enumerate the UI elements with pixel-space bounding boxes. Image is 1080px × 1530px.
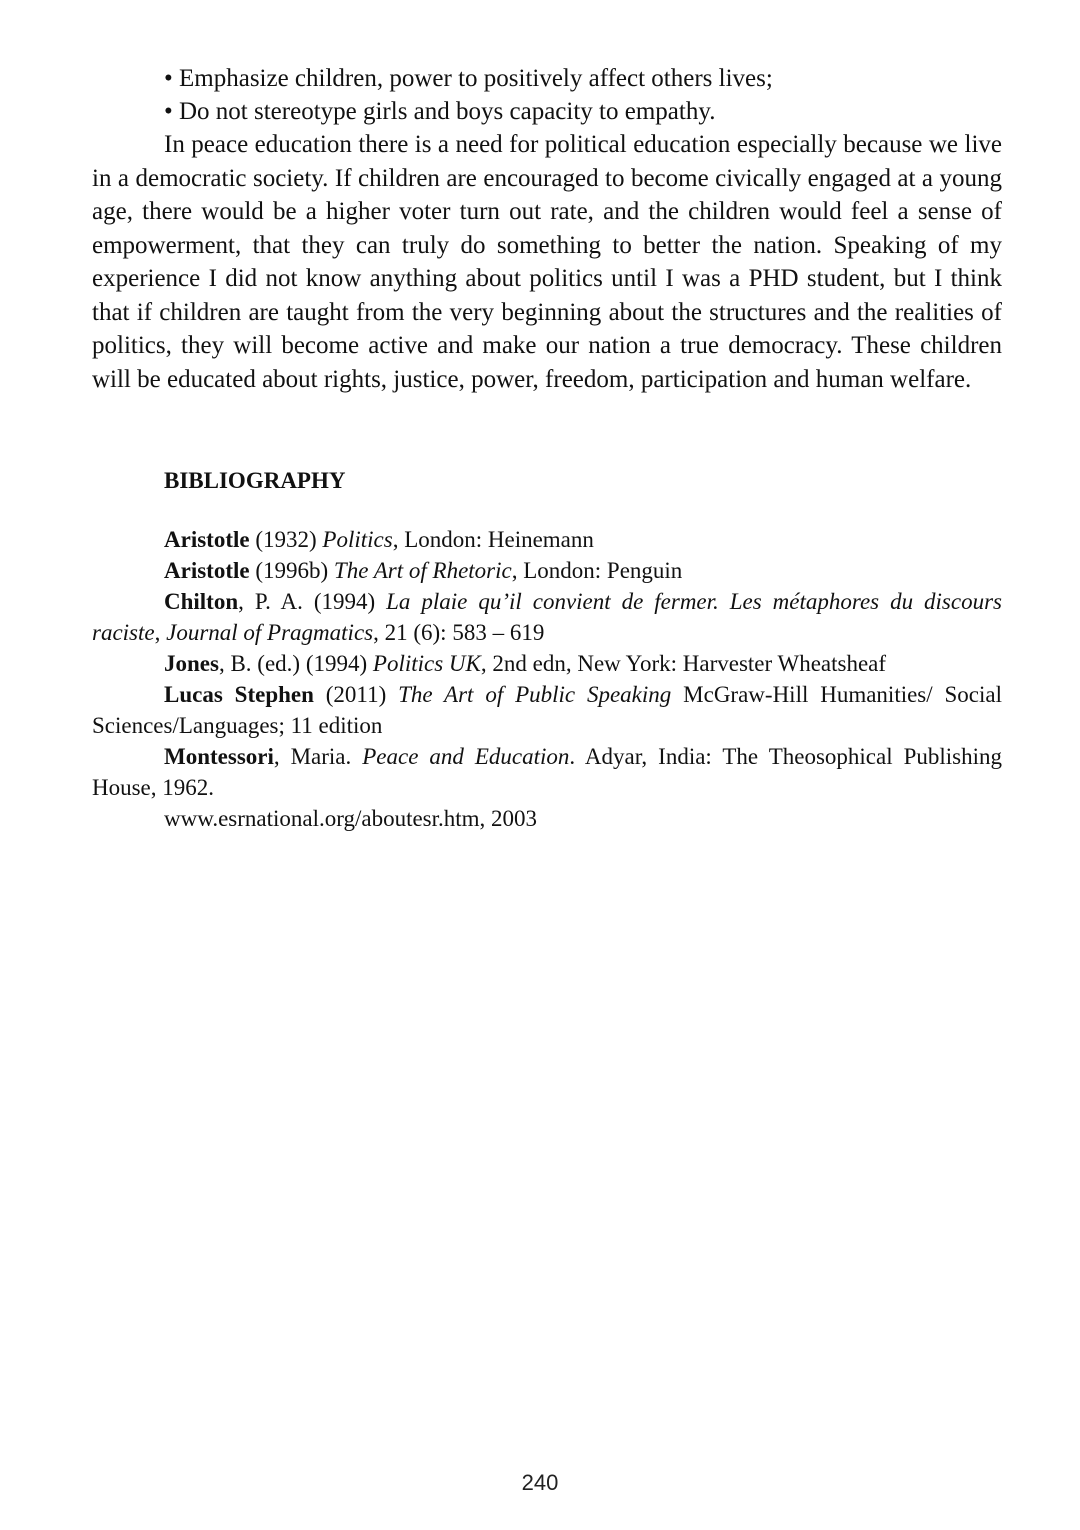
ref-title: The Art of Public Speaking (398, 682, 672, 707)
bullet-item: • Do not stereotype girls and boys capacity to empathy. (164, 98, 716, 125)
bibliography-list (92, 524, 1002, 834)
page-number: 240 (521, 1470, 559, 1495)
bullet-item: • Emphasize children, power to positively affect others lives; (164, 65, 773, 92)
bibliography-entry (92, 679, 1002, 741)
ref-details: , B. (ed.) (1994) (218, 651, 373, 676)
bibliography-heading: BIBLIOGRAPHY (164, 468, 346, 493)
ref-title: Politics UK (372, 651, 481, 676)
ref-url: www.esrnational.org/aboutesr.htm, 2003 (164, 806, 538, 831)
ref-title: Politics (322, 527, 393, 552)
bibliography-entry (92, 648, 1002, 679)
ref-author: Lucas Stephen (164, 682, 314, 707)
bibliography-entry (92, 586, 1002, 648)
ref-author: Aristotle (164, 558, 250, 583)
ref-title: The Art of Rhetoric (333, 558, 512, 583)
ref-title: La plaie qu’il convient de fermer. Les métaphores du discours raciste (92, 589, 1002, 645)
bibliography-entry (92, 803, 1002, 834)
ref-publisher: , London: Penguin (511, 558, 683, 583)
ref-author: Aristotle (164, 527, 250, 552)
page-content (92, 62, 1002, 834)
ref-publisher: , 21 (6): 583 – 619 (373, 620, 545, 645)
ref-journal: Journal of Pragmatics (166, 620, 374, 645)
body-paragraph: In peace education there is a need for political education especially because we live in a democratic society. If children are encouraged to become civically engaged at a young age, there would be a higher voter turn out rate, and the children would feel a sense of empowerment, that they can truly do something to better the nation. Speaking of my experience I did not know anything about politics until I was a PHD student, but I think that if children are taught from the very beginning about the structures and the realities of politics, they will become active and make our nation a true democracy. These children will be educated about rights, justice, power, freedom, participation and human welfare. (92, 131, 1002, 393)
ref-details: (1932) (249, 527, 323, 552)
ref-publisher: McGraw-Hill Humanities/ Social Sciences/Languages; 11 edition (92, 682, 1002, 738)
ref-publisher: , 2nd edn, New York: Harvester Wheatsheaf (480, 651, 887, 676)
ref-publisher: , London: Heinemann (392, 527, 594, 552)
ref-details: (1996b) (249, 558, 334, 583)
ref-details: (2011) (313, 682, 399, 707)
ref-author: Montessori (164, 744, 274, 769)
ref-details: , P. A. (1994) (238, 589, 387, 614)
ref-author: Chilton (164, 589, 239, 614)
ref-details: , Maria. (273, 744, 363, 769)
ref-title: Peace and Education (362, 744, 570, 769)
bibliography-entry (92, 524, 1002, 555)
bibliography-entry (92, 555, 1002, 586)
ref-publisher: . Adyar, India: The Theosophical Publishing House, 1962. (92, 744, 1002, 800)
bibliography-entry (92, 741, 1002, 803)
ref-separator: , (154, 620, 167, 645)
ref-author: Jones (164, 651, 219, 676)
